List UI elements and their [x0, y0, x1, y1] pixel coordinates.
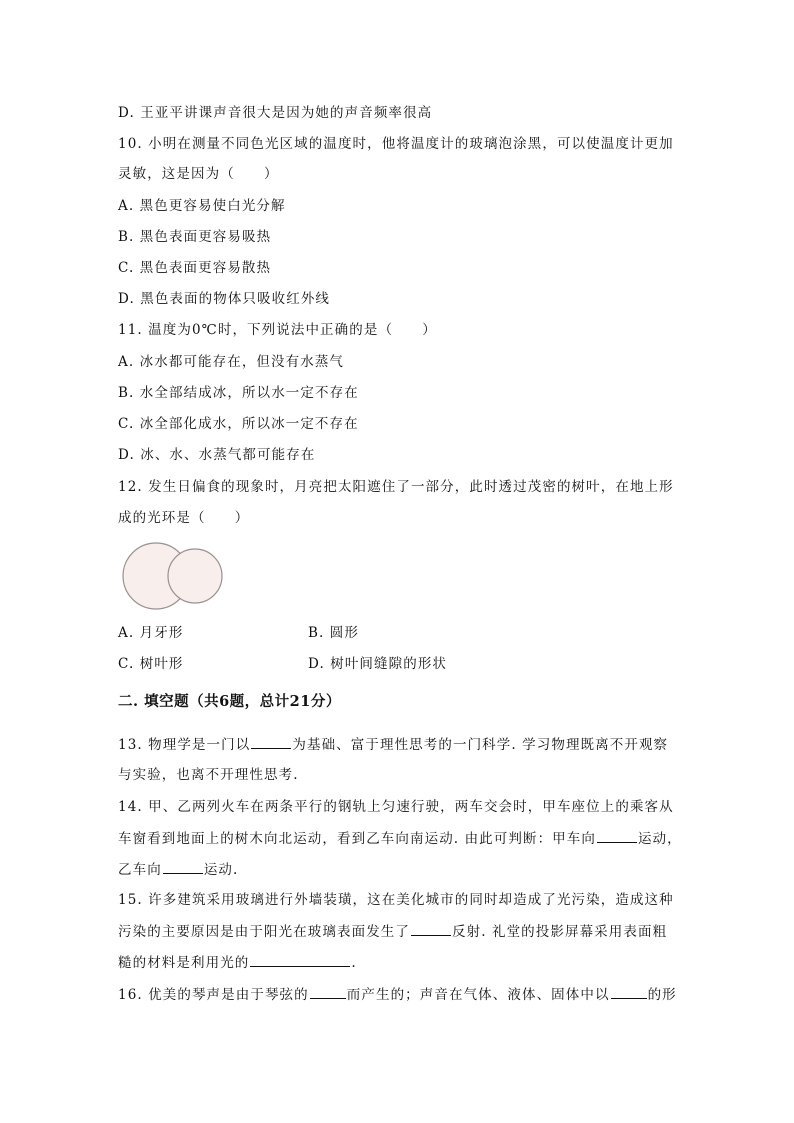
- section-2-heading: 二. 填空题（共6题，总计21分）: [118, 693, 341, 710]
- q10-stem-line2: 灵敏，这是因为（ ）: [118, 166, 279, 182]
- q14-line3: [118, 859, 238, 880]
- q12-options-row1: [118, 623, 360, 643]
- q12-option-b: B. 圆形: [308, 625, 360, 641]
- q15-text-b: 反射. 礼堂的投影屏幕采用表面粗: [452, 924, 668, 940]
- q9-option-d: D. 王亚平讲课声音很大是因为她的声音频率很高: [118, 105, 433, 121]
- q15-blank-2: [250, 952, 350, 967]
- q10-option-d: D. 黑色表面的物体只吸收红外线: [118, 291, 331, 307]
- q11-option-d: D. 冰、水、水蒸气都可能存在: [118, 447, 316, 463]
- q15-blank-1: [411, 921, 451, 936]
- q11-option-b: B. 水全部结成冰，所以水一定不存在: [118, 385, 359, 401]
- moon-circle: [168, 549, 222, 603]
- q11-stem: 11. 温度为0℃时，下列说法中正确的是（ ）: [118, 322, 437, 338]
- q14-line1: 14. 甲、乙两列火车在两条平行的钢轨上匀速行驶，两车交会时，甲车座位上的乘客从: [118, 799, 674, 815]
- q13-line2: 与实验，也离不开理性思考.: [118, 767, 299, 783]
- q15-line2: [118, 921, 667, 942]
- q12-options-row2: [118, 654, 448, 674]
- q16-blank-1: [310, 984, 346, 999]
- q13-blank: [251, 734, 291, 749]
- q16-text-a: 16. 优美的琴声是由于琴弦的: [118, 987, 309, 1003]
- q16-blank-2: [611, 984, 647, 999]
- q12-stem-line2: 成的光环是（ ）: [118, 510, 250, 526]
- q15-line3: [118, 952, 357, 973]
- q14-text-d: 运动.: [203, 862, 239, 878]
- q14-line2: [118, 828, 682, 849]
- q16-text-c: 的形: [647, 987, 677, 1003]
- q14-text-c: 乙车向: [118, 862, 162, 878]
- q14-blank-1: [597, 828, 637, 843]
- q12-option-d: D. 树叶间缝隙的形状: [308, 656, 448, 672]
- q12-option-a: A. 月牙形: [118, 625, 184, 641]
- q10-option-b: B. 黑色表面更容易吸热: [118, 229, 272, 245]
- q10-option-a: A. 黑色更容易使白光分解: [118, 198, 286, 214]
- q15-text-a: 污染的主要原因是由于阳光在玻璃表面发生了: [118, 924, 410, 940]
- q13-text-a: 13. 物理学是一门以: [118, 737, 251, 753]
- q13-line1: [118, 734, 668, 755]
- q13-text-b: 为基础、富于理性思考的一门科学. 学习物理既离不开观察: [292, 737, 669, 753]
- q11-option-a: A. 冰水都可能存在，但没有水蒸气: [118, 354, 345, 370]
- partial-eclipse-figure: [120, 538, 230, 614]
- q16-line1: [118, 984, 677, 1005]
- q15-text-c: 糙的材料是利用光的: [118, 955, 250, 971]
- q12-stem-line1: 12. 发生日偏食的现象时，月亮把太阳遮住了一部分，此时透过茂密的树叶，在地上形: [118, 479, 674, 495]
- q11-option-c: C. 冰全部化成水，所以冰一定不存在: [118, 416, 359, 432]
- q14-blank-2: [163, 859, 203, 874]
- q10-option-c: C. 黑色表面更容易散热: [118, 260, 272, 276]
- q15-text-d: .: [351, 955, 357, 971]
- q14-text-b: 运动，: [637, 831, 682, 847]
- q14-text-a: 车窗看到地面上的树木向北运动，看到乙车向南运动. 由此可判断：甲车向: [118, 831, 596, 847]
- q12-option-c: C. 树叶形: [118, 656, 184, 672]
- q15-line1: 15. 许多建筑采用玻璃进行外墙装璜，这在美化城市的同时却造成了光污染，造成这种: [118, 892, 674, 908]
- q16-text-b: 而产生的；声音在气体、液体、固体中以: [346, 987, 610, 1003]
- q10-stem-line1: 10. 小明在测量不同色光区域的温度时，他将温度计的玻璃泡涂黑，可以使温度计更加: [118, 136, 674, 152]
